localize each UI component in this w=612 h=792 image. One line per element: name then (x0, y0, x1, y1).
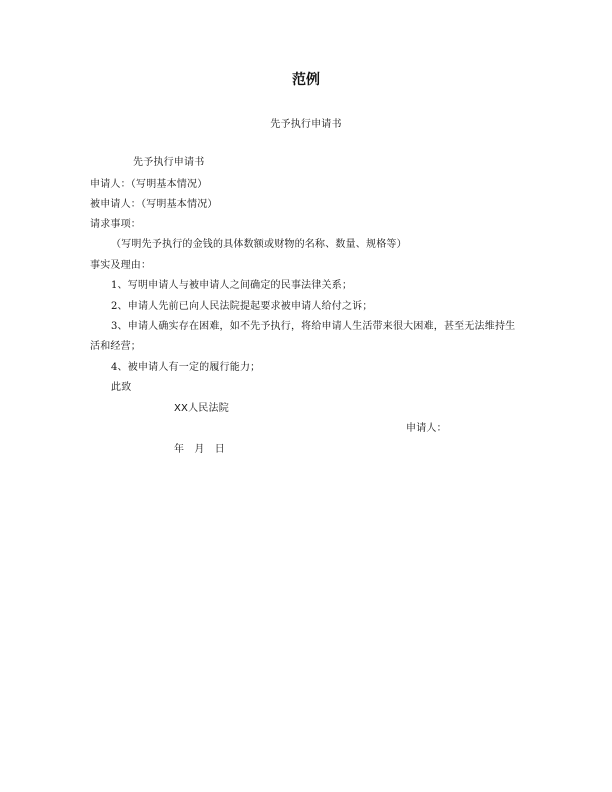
court-name: XX人民法院 (174, 403, 229, 414)
document-subtitle: 先予执行申请书 (133, 157, 205, 168)
request-content: （写明先予执行的金钱的具体数额或财物的名称、数量、规格等） (111, 239, 407, 250)
date-line: 年 月 日 (174, 444, 225, 455)
applicant-line: 申请人：（写明基本情况） (90, 179, 208, 190)
example-heading: 范例 (292, 72, 320, 88)
reason-item: 2、申请人先前已向人民法院提起要求被申请人给付之诉； (111, 301, 373, 312)
facts-label: 事实及理由： (90, 260, 152, 271)
request-label: 请求事项： (90, 219, 141, 230)
reason-item: 1、写明申请人与被申请人之间确定的民事法律关系； (111, 280, 353, 291)
closing-salutation: 此致 (111, 382, 132, 393)
signature-label: 申请人： (406, 423, 447, 434)
reason-item: 3、申请人确实存在困难，如不先予执行，将给申请人生活带来很大困难，甚至无法维持生 (111, 321, 516, 332)
respondent-line: 被申请人：（写明基本情况） (90, 199, 218, 210)
reason-item-continuation: 活和经营； (90, 341, 141, 352)
document-title: 先予执行申请书 (270, 119, 342, 130)
reason-item: 4、被申请人有一定的履行能力； (111, 362, 261, 373)
